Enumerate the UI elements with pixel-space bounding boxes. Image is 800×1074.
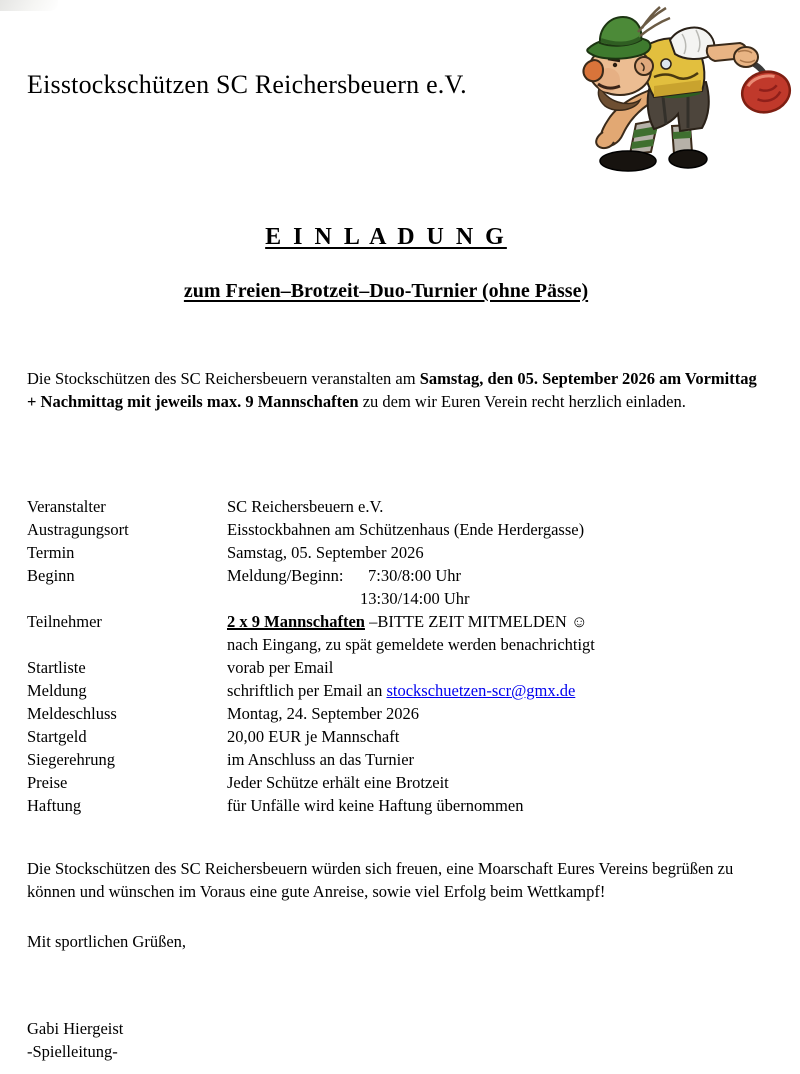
tournament-subtitle bbox=[27, 280, 745, 303]
detail-label: Startliste bbox=[27, 658, 86, 677]
intro-text-bold: Samstag, den 05. September 2026 am Vormittag + Nachmittag mit jeweils max. 9 Mannschaften bbox=[27, 369, 757, 411]
detail-label: Austragungsort bbox=[27, 520, 129, 539]
signature-name: Gabi Hiergeist bbox=[27, 1019, 124, 1038]
detail-row-meldung bbox=[27, 679, 772, 702]
signature-role: -Spielleitung- bbox=[27, 1042, 118, 1061]
teilnehmer-line1 bbox=[227, 610, 772, 633]
detail-value: für Unfälle wird keine Haftung übernommen bbox=[227, 796, 524, 815]
detail-label: Meldeschluss bbox=[27, 704, 117, 723]
email-link[interactable]: stockschuetzen-scr@gmx.de bbox=[386, 681, 576, 700]
detail-row-termin bbox=[27, 541, 772, 564]
teilnehmer-note: –BITTE ZEIT MITMELDEN ☺ bbox=[364, 612, 588, 631]
detail-value: vorab per Email bbox=[227, 658, 334, 677]
detail-row-austragungsort bbox=[27, 518, 772, 541]
detail-row-preise bbox=[27, 771, 772, 794]
detail-value: 20,00 EUR je Mannschaft bbox=[227, 727, 400, 746]
detail-row-siegerehrung bbox=[27, 748, 772, 771]
time-afternoon: 13:30/14:00 Uhr bbox=[360, 589, 470, 608]
detail-value: Jeder Schütze erhält eine Brotzeit bbox=[227, 773, 449, 792]
detail-label: Preise bbox=[27, 773, 68, 792]
detail-value: Eisstockbahnen am Schützenhaus (Ende Herdergasse) bbox=[227, 520, 585, 539]
intro-text-post: zu dem wir Euren Verein recht herzlich einladen. bbox=[358, 392, 686, 411]
detail-label: Meldung bbox=[27, 681, 87, 700]
detail-value bbox=[227, 564, 772, 610]
detail-label: Siegerehrung bbox=[27, 750, 115, 769]
detail-row-meldeschluss bbox=[27, 702, 772, 725]
document-title bbox=[27, 224, 745, 251]
detail-row-veranstalter bbox=[27, 495, 772, 518]
detail-value bbox=[227, 610, 772, 656]
beginn-line-morning bbox=[227, 564, 772, 587]
tournament-subtitle-text: zum Freien–Brotzeit–Duo-Turnier (ohne Pässe) bbox=[183, 280, 589, 302]
detail-value: im Anschluss an das Turnier bbox=[227, 750, 415, 769]
detail-label: Termin bbox=[27, 543, 75, 562]
detail-label: Teilnehmer bbox=[27, 612, 102, 631]
detail-value: Montag, 24. September 2026 bbox=[227, 704, 420, 723]
closing-paragraph: Die Stockschützen des SC Reichersbeuern würden sich freuen, eine Moarschaft Eures Vereins begrüßen zu können und wünschen im Voraus eine gute Anreise, sowie viel Erfolg beim Wettkampf! bbox=[27, 859, 734, 901]
detail-value: Samstag, 05. September 2026 bbox=[227, 543, 424, 562]
scan-corner-artifact bbox=[0, 0, 58, 11]
detail-label: Veranstalter bbox=[27, 497, 106, 516]
signature-block bbox=[27, 1017, 123, 1063]
detail-label: Beginn bbox=[27, 566, 75, 585]
teilnehmer-count: 2 x 9 Mannschaften bbox=[227, 612, 365, 631]
detail-row-beginn bbox=[27, 564, 772, 610]
intro-text-pre: Die Stockschützen des SC Reichersbeuern veranstalten am bbox=[27, 369, 420, 388]
detail-value: SC Reichersbeuern e.V. bbox=[227, 497, 384, 516]
intro-paragraph bbox=[27, 367, 757, 413]
document-title-text: E I N L A D U N G bbox=[265, 224, 507, 250]
detail-label: Startgeld bbox=[27, 727, 87, 746]
detail-label: Haftung bbox=[27, 796, 82, 815]
club-name: Eisstockschützen SC Reichersbeuern e.V. bbox=[27, 70, 467, 99]
regards-line: Mit sportlichen Grüßen, bbox=[27, 932, 187, 951]
beginn-sublabel: Meldung/Beginn: bbox=[227, 566, 344, 585]
meldung-prefix: schriftlich per Email an bbox=[227, 681, 387, 700]
details-table bbox=[27, 495, 772, 817]
detail-row-startgeld bbox=[27, 725, 772, 748]
detail-row-haftung bbox=[27, 794, 772, 817]
time-morning: 7:30/8:00 Uhr bbox=[368, 566, 462, 585]
detail-row-teilnehmer bbox=[27, 610, 772, 656]
detail-row-startliste bbox=[27, 656, 772, 679]
detail-value bbox=[227, 679, 772, 702]
teilnehmer-line2: nach Eingang, zu spät gemeldete werden benachrichtigt bbox=[227, 635, 595, 654]
eisstock-player-mascot-icon bbox=[570, 2, 794, 176]
